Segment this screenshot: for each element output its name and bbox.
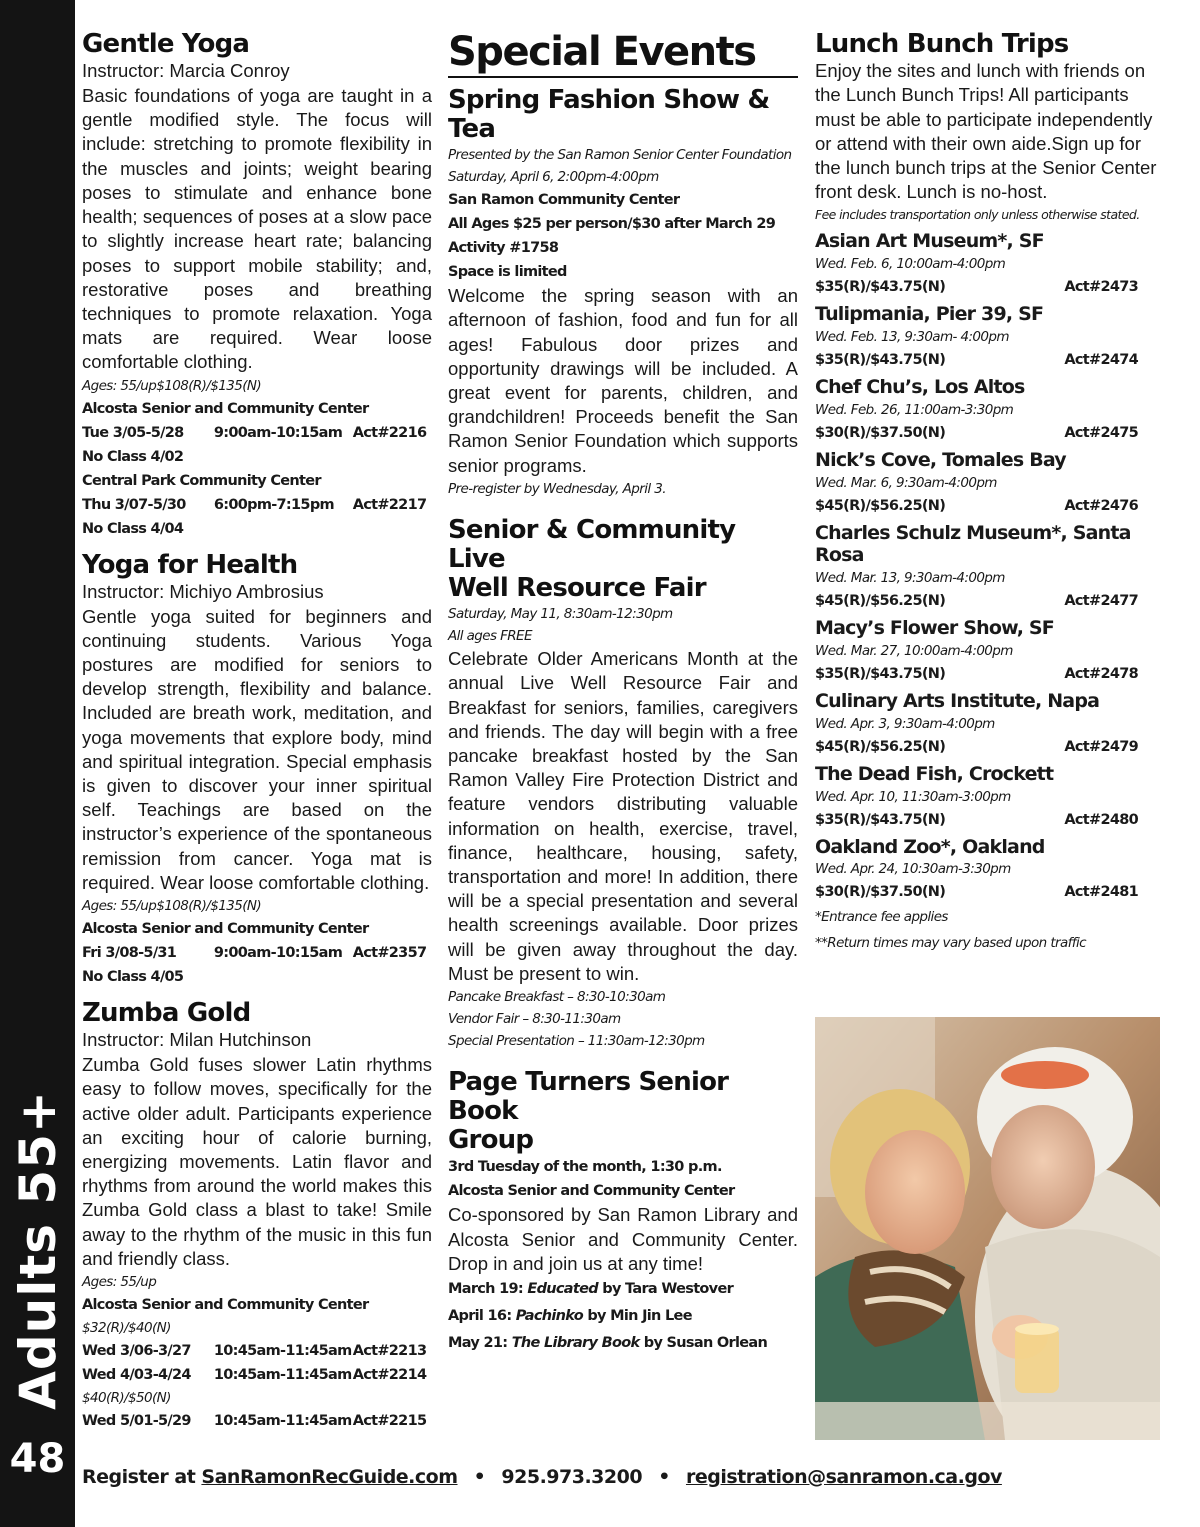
trip-name: Culinary Arts Institute, Napa xyxy=(815,689,1100,712)
trip-item xyxy=(815,836,1160,905)
trip-date: Wed. Mar. 27, 10:00am-4:00pm xyxy=(815,642,1013,659)
schedule-row xyxy=(82,493,432,517)
book-title: Pachinko xyxy=(515,1307,583,1324)
trip-price: $35(R)/$43.75(N) xyxy=(815,811,946,828)
fair-schedule-item: Vendor Fair – 8:30-11:30am xyxy=(448,1011,621,1028)
trip-item xyxy=(815,763,1160,832)
schedule-dates: Wed 5/01-5/29 xyxy=(82,1412,191,1429)
trip-name: Asian Art Museum*, SF xyxy=(815,230,1044,253)
seniors-photo-illustration xyxy=(815,1017,1160,1440)
schedule-dates: Tue 3/05-5/28 xyxy=(82,424,184,441)
book-group-title-line2: Group xyxy=(448,1125,534,1156)
trip-list xyxy=(815,230,1160,904)
yoga-health-instructor: Instructor: Michiyo Ambrosius xyxy=(82,580,324,602)
fair-schedule-item: Pancake Breakfast – 8:30-10:30am xyxy=(448,989,666,1006)
trip-name: The Dead Fish, Crockett xyxy=(815,762,1054,785)
lunch-bunch-title: Lunch Bunch Trips xyxy=(815,29,1069,59)
phone-number[interactable]: 925.973.3200 xyxy=(501,1466,643,1488)
trip-date: Wed. Feb. 13, 9:30am- 4:00pm xyxy=(815,328,1009,345)
yoga-health-title: Yoga for Health xyxy=(82,549,298,580)
fashion-presented-by: Presented by the San Ramon Senior Center Foundation xyxy=(448,147,792,164)
trip-name: Macy’s Flower Show, SF xyxy=(815,617,1054,640)
fashion-show-title: Spring Fashion Show & Tea xyxy=(448,85,770,145)
fashion-preregister: Pre-register by Wednesday, April 3. xyxy=(448,480,666,497)
fashion-activity: Activity #1758 xyxy=(448,240,559,257)
trip-price-row xyxy=(815,421,1138,445)
lunch-bunch-intro: Enjoy the sites and lunch with friends on the Lunch Bunch Trips! All participants must be able to participate independently or attend with their own aide.Sign up for the lunch bunch trips at the Senior Center front desk. Lunch is no-host. xyxy=(815,60,1157,203)
trip-item xyxy=(815,230,1160,299)
book-list-item xyxy=(448,1330,798,1357)
schedule-row xyxy=(82,1363,432,1387)
trip-activity-number: Act#2479 xyxy=(1064,738,1138,755)
schedule-time: 10:45am-11:45am xyxy=(213,1342,352,1359)
no-class-note: No Class 4/02 xyxy=(82,448,184,465)
trip-price: $30(R)/$37.50(N) xyxy=(815,424,946,441)
entrance-fee-note: *Entrance fee applies xyxy=(815,909,948,926)
trip-price-row xyxy=(815,880,1138,904)
zumba-ages: Ages: 55/up xyxy=(82,1273,157,1290)
email-link[interactable]: registration@sanramon.ca.gov xyxy=(685,1466,1002,1488)
yoga-health-description: Gentle yoga suited for beginners and continuing students. Various Yoga postures are modified for seniors to develop strength, flexibility and balance. Included are breath work, meditation, and yoga movements that explore body, mind and spiritual integration. Special emphasis is given to discover your inner spiritual self. Teachings are based on the instructor’s experience of the spontaneous remission from cancer. Yoga mat is required. Wear loose comfortable clothing. xyxy=(82,605,432,893)
trip-price-row xyxy=(815,275,1138,299)
book-list-item xyxy=(448,1303,798,1330)
trip-item xyxy=(815,690,1160,759)
schedule-time: 10:45am-11:45am xyxy=(213,1366,352,1383)
schedule-dates: Thu 3/07-5/30 xyxy=(82,496,186,513)
special-events-heading: Special Events xyxy=(448,30,798,78)
book-author: by Min Jin Lee xyxy=(587,1307,692,1324)
trip-name: Chef Chu’s, Los Altos xyxy=(815,375,1025,398)
gentle-yoga-instructor: Instructor: Marcia Conroy xyxy=(82,60,290,82)
trip-price-row xyxy=(815,808,1138,832)
trip-activity-number: Act#2474 xyxy=(1064,351,1138,368)
book-date: March 19: xyxy=(448,1280,524,1297)
trip-price: $45(R)/$56.25(N) xyxy=(815,593,946,610)
column-classes xyxy=(82,30,432,1433)
trip-date: Wed. Apr. 10, 11:30am-3:00pm xyxy=(815,788,1011,805)
trip-activity-number: Act#2476 xyxy=(1064,497,1138,514)
trip-price-row xyxy=(815,494,1138,518)
trip-name: Tulipmania, Pier 39, SF xyxy=(815,303,1044,326)
activity-number: Act#2217 xyxy=(352,496,427,513)
trip-activity-number: Act#2475 xyxy=(1064,424,1138,441)
no-class-note: No Class 4/04 xyxy=(82,520,184,537)
zumba-fee: $40(R)/$50(N) xyxy=(82,1389,171,1406)
trip-price: $35(R)/$43.75(N) xyxy=(815,665,946,682)
trip-price: $45(R)/$56.25(N) xyxy=(815,738,946,755)
schedule-time: 6:00pm-7:15pm xyxy=(213,496,334,513)
fair-date: Saturday, May 11, 8:30am-12:30pm xyxy=(448,606,673,623)
activity-number: Act#2213 xyxy=(352,1342,427,1359)
schedule-time: 9:00am-10:15am xyxy=(213,424,343,441)
trip-price: $35(R)/$43.75(N) xyxy=(815,279,946,296)
zumba-title: Zumba Gold xyxy=(82,998,251,1029)
footer xyxy=(82,1466,1002,1488)
trip-price-row xyxy=(815,662,1138,686)
book-author: by Susan Orlean xyxy=(643,1334,768,1351)
fashion-description: Welcome the spring season with an afternoon of fashion, food and fun for all ages! Fabulous door prizes and opportunity drawings will be included. A great event for parents, children, and grandchildren! Proceeds benefit the San Ramon Senior Foundation which supports senior programs. xyxy=(448,285,798,476)
gentle-yoga-title: Gentle Yoga xyxy=(82,29,250,59)
trip-price: $45(R)/$56.25(N) xyxy=(815,497,946,514)
gentle-yoga-location-2: Central Park Community Center xyxy=(82,472,321,489)
section-label: Adults 55+ xyxy=(9,1090,67,1410)
schedule-dates: Fri 3/08-5/31 xyxy=(82,945,177,962)
book-title: The Library Book xyxy=(511,1334,640,1351)
return-times-note: **Return times may vary based upon traffic xyxy=(815,935,1086,952)
trip-item xyxy=(815,376,1160,445)
schedule-dates: Wed 3/06-3/27 xyxy=(82,1342,191,1359)
zumba-instructor: Instructor: Milan Hutchinson xyxy=(82,1029,312,1051)
seniors-photo xyxy=(815,1017,1160,1440)
register-label: Register at xyxy=(82,1466,196,1488)
book-group-when: 3rd Tuesday of the month, 1:30 p.m. xyxy=(448,1159,722,1176)
trip-price-row xyxy=(815,348,1138,372)
gentle-yoga-ages: Ages: 55/up$108(R)/$135(N) xyxy=(82,377,262,394)
fair-description: Celebrate Older Americans Month at the annual Live Well Resource Fair and Breakfast for seniors, families, caregivers and friends. The day will begin with a free pancake breakfast hosted by the San Ramon Valley Fire Protection District and feature vendors distributing valuable information on health, exercise, travel, finance, healthcare, housing, safety, transportation and more! In addition, there will be a special presentation and several health screenings available. Door prizes will be given away throughout the day. Must be present to win. xyxy=(448,648,798,984)
trip-name: Charles Schulz Museum*, Santa Rosa xyxy=(815,521,1131,567)
activity-number: Act#2216 xyxy=(352,424,427,441)
activity-number: Act#2215 xyxy=(352,1412,427,1429)
no-class-note: No Class 4/05 xyxy=(82,969,184,986)
yoga-health-location: Alcosta Senior and Community Center xyxy=(82,921,369,938)
website-link[interactable]: SanRamonRecGuide.com xyxy=(201,1466,458,1488)
separator: • xyxy=(473,1466,486,1488)
resource-fair-title xyxy=(448,516,798,603)
gentle-yoga-description: Basic foundations of yoga are taught in a gentle modified style. The focus will include: stretching to promote flexibility in the muscles and joints; weight bearing poses to stimulate and enhance bone health; sequences of poses at a slow pace to slightly increase heart rate; balancing poses to support mobile stability; and, restorative poses and breathing techniques to promote relaxation. Yoga mats are required. Wear loose comfortable clothing. xyxy=(82,85,432,373)
schedule-row xyxy=(82,421,432,445)
trip-name: Oakland Zoo*, Oakland xyxy=(815,835,1045,858)
schedule-time: 10:45am-11:45am xyxy=(213,1412,352,1429)
trip-price: $35(R)/$43.75(N) xyxy=(815,351,946,368)
fashion-limited: Space is limited xyxy=(448,264,567,281)
trip-activity-number: Act#2480 xyxy=(1064,811,1138,828)
trip-date: Wed. Apr. 3, 9:30am-4:00pm xyxy=(815,715,995,732)
fashion-date: Saturday, April 6, 2:00pm-4:00pm xyxy=(448,169,659,186)
resource-fair-title-line1: Senior & Community Live xyxy=(448,514,736,574)
book-author: by Tara Westover xyxy=(602,1280,734,1297)
schedule-row xyxy=(82,941,432,965)
page-number: 48 xyxy=(9,1436,66,1482)
fashion-location: San Ramon Community Center xyxy=(448,192,680,209)
trip-date: Wed. Feb. 26, 11:00am-3:30pm xyxy=(815,401,1014,418)
fair-schedule-item: Special Presentation – 11:30am-12:30pm xyxy=(448,1033,705,1050)
trip-date: Wed. Mar. 13, 9:30am-4:00pm xyxy=(815,570,1005,587)
column-lunch-bunch xyxy=(815,30,1160,954)
zumba-location: Alcosta Senior and Community Center xyxy=(82,1296,369,1313)
book-group-description: Co-sponsored by San Ramon Library and Alcosta Senior and Community Center. Drop in and join us at any time! xyxy=(448,1204,798,1274)
trip-name: Nick’s Cove, Tomales Bay xyxy=(815,448,1066,471)
trip-activity-number: Act#2477 xyxy=(1064,593,1138,610)
zumba-fee: $32(R)/$40(N) xyxy=(82,1319,171,1336)
gentle-yoga-location-1: Alcosta Senior and Community Center xyxy=(82,400,369,417)
trip-item xyxy=(815,303,1160,372)
activity-number: Act#2357 xyxy=(352,945,427,962)
trip-date: Wed. Apr. 24, 10:30am-3:30pm xyxy=(815,861,1011,878)
column-special-events xyxy=(448,30,798,1357)
schedule-time: 9:00am-10:15am xyxy=(213,945,343,962)
trip-item xyxy=(815,617,1160,686)
book-group-title xyxy=(448,1068,798,1155)
book-group-title-line1: Page Turners Senior Book xyxy=(448,1067,729,1127)
trip-price: $30(R)/$37.50(N) xyxy=(815,884,946,901)
fair-ages: All ages FREE xyxy=(448,628,532,645)
trip-activity-number: Act#2478 xyxy=(1064,665,1138,682)
separator: • xyxy=(658,1466,670,1488)
trip-item xyxy=(815,449,1160,518)
book-date: May 21: xyxy=(448,1334,508,1351)
book-title: Educated xyxy=(527,1280,598,1297)
schedule-dates: Wed 4/03-4/24 xyxy=(82,1366,191,1383)
activity-number: Act#2214 xyxy=(352,1366,427,1383)
trip-item xyxy=(815,522,1160,614)
sidebar xyxy=(0,0,75,1527)
book-date: April 16: xyxy=(448,1307,512,1324)
trip-activity-number: Act#2481 xyxy=(1064,884,1138,901)
trip-date: Wed. Feb. 6, 10:00am-4:00pm xyxy=(815,256,1006,273)
trip-activity-number: Act#2473 xyxy=(1064,279,1138,296)
trip-price-row xyxy=(815,735,1138,759)
zumba-description: Zumba Gold fuses slower Latin rhythms easy to follow moves, specifically for the active older adult. Participants experience an exciting hour of calorie burning, energizing movements. Latin flavor and rhythms from around the world makes this Zumba Gold class a blast to take! Smile away to the rhythm of the music in this fun and friendly class. xyxy=(82,1054,432,1269)
resource-fair-title-line2: Well Resource Fair xyxy=(448,573,706,604)
lunch-bunch-fee-note: Fee includes transportation only unless otherwise stated. xyxy=(815,207,1140,223)
trip-date: Wed. Mar. 6, 9:30am-4:00pm xyxy=(815,474,997,491)
schedule-row xyxy=(82,1339,432,1363)
book-list-item xyxy=(448,1276,798,1303)
schedule-row xyxy=(82,1409,432,1433)
fashion-price: All Ages $25 per person/$30 after March 29 xyxy=(448,216,776,233)
yoga-health-ages: Ages: 55/up$108(R)/$135(N) xyxy=(82,898,262,915)
book-group-location: Alcosta Senior and Community Center xyxy=(448,1183,735,1200)
trip-price-row xyxy=(815,589,1138,613)
